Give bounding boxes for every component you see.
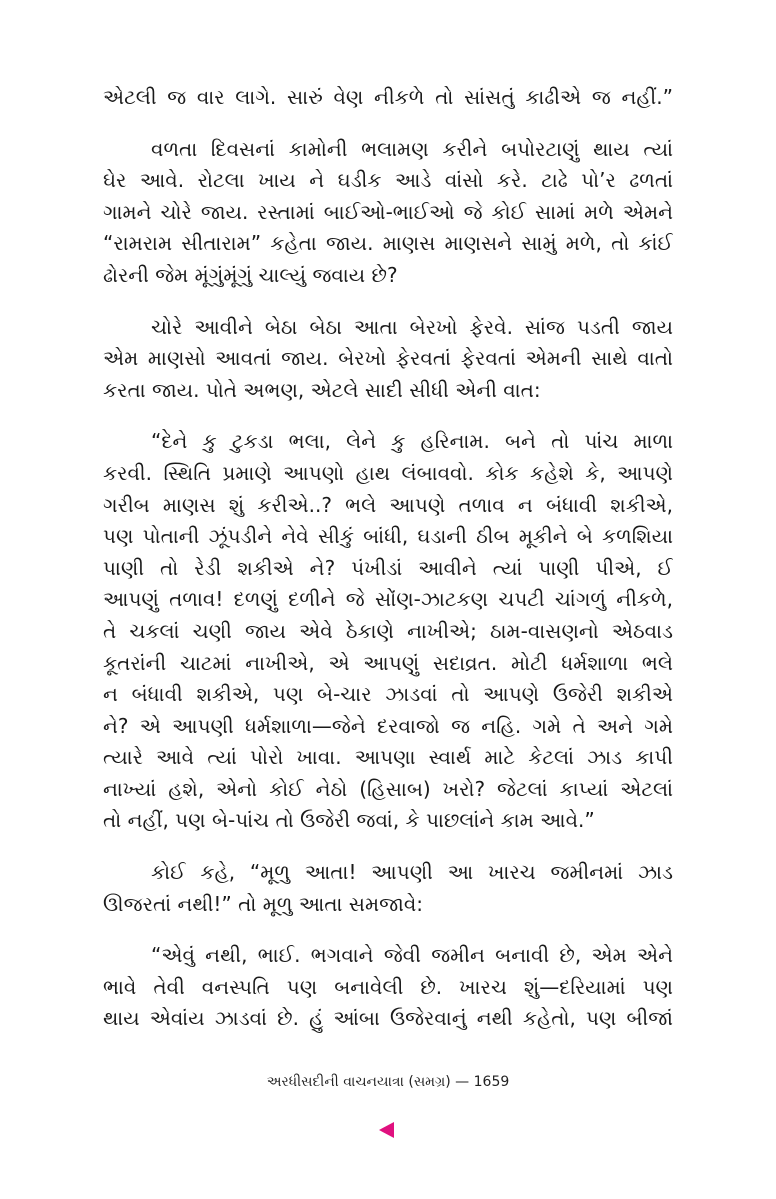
paragraph	[103, 134, 673, 292]
text-line: તો નહીં, પણ બે-પાંચ તો ઉજેરી જવાં, કે પાછલાંને કામ આવે.”	[103, 808, 595, 833]
paragraph	[103, 312, 673, 407]
text-line: એમ માણસો આવતાં જાય. બેરખો ફેરવતાં ફેરવતાં એમની સાથે વાતો	[103, 346, 673, 371]
text-line: ગરીબ માણસ શું કરીએ..? ભલે આપણે તળાવ ન બંધાવી શકીએ,	[103, 492, 673, 517]
text-line: ન બંધાવી શકીએ, પણ બે-ચાર ઝાડવાં તો આપણે ઉજેરી શકીએ	[103, 682, 673, 707]
paragraph	[103, 426, 673, 837]
text-line: ને? એ આપણી ધર્મશાળા—જેને દરવાજો જ નહિ. ગમે તે અને ગમે	[103, 713, 673, 738]
text-line: ત્યારે આવે ત્યાં પોરો ખાવા. આપણા સ્વાર્થ માટે કેટલાં ઝાડ કાપી	[103, 745, 673, 770]
text-line: કરવી. સ્થિતિ પ્રમાણે આપણો હાથ લંબાવવો. કોક કહેશે કે, આપણે	[103, 460, 673, 485]
text-line: પણ પોતાની ઝૂંપડીને નેવે સીકું બાંધી, ઘડાની ઠીબ મૂકીને બે કળશિયા	[103, 524, 673, 549]
text-line: નાખ્યાં હશે, એનો કોઈ નેઠો (હિસાબ) ખરો? જેટલાં કાપ્યાં એટલાં	[103, 776, 673, 801]
text-line: ગામને ચોરે જાય. રસ્તામાં બાઈઓ-ભાઈઓ જે કોઈ સામાં મળે એમને	[103, 199, 673, 224]
text-line: કોઈ કહે, “મૂળુ આતા! આપણી આ ખારચ જમીનમાં ઝાડ	[151, 860, 673, 885]
text-line: ચોરે આવીને બેઠા બેઠા આતા બેરખો ફેરવે. સાંજ પડતી જાય	[151, 314, 673, 339]
text-line: “એવું નથી, ભાઈ. ભગવાને જેવી જમીન બનાવી છે, એમ એને	[151, 943, 673, 968]
paragraph	[103, 857, 673, 920]
text-line: ઘેર આવે. રોટલા ખાય ને ઘડીક આડે વાંસો કરે. ટાઢે પો’ર ઢળતાં	[103, 168, 673, 193]
text-line: “દેને કુ ટુકડા ભલા, લેને કુ હરિનામ. બને તો પાંચ માળા	[151, 429, 673, 454]
text-line: ઢોરની જેમ મૂંગુંમૂંગું ચાલ્યું જવાય છે?	[103, 262, 398, 287]
text-line: કૂતરાંની ચાટમાં નાખીએ, એ આપણું સદાવ્રત. મોટી ધર્મશાળા ભલે	[103, 650, 673, 675]
text-line: એટલી જ વાર લાગે. સારું વેણ નીકળે તો સાંસતું કાઢીએ જ નહીં.”	[103, 85, 673, 109]
text-line: તે ચકલાં ચણી જાય એવે ઠેકાણે નાખીએ; ઠામ-વાસણનો એઠવાડ	[103, 618, 673, 643]
paragraph	[103, 940, 673, 1035]
text-line: વળતા દિવસનાં કામોની ભલામણ કરીને બપોરટાણું થાય ત્યાં	[151, 136, 673, 161]
text-line: થાય એવાંય ઝાડવાં છે. હું આંબા ઉજેરવાનું નથી કહેતો, પણ બીજાં	[103, 1006, 673, 1031]
text-line: પાણી તો રેડી શકીએ ને? પંખીડાં આવીને ત્યાં પાણી પીએ, ઈ	[103, 555, 673, 580]
text-line: ઊજરતાં નથી!” તો મૂળુ આતા સમજાવે:	[103, 891, 424, 916]
text-line: ભાવે તેવી વનસ્પતિ પણ બનાવેલી છે. ખારચ શું—દરિયામાં પણ	[103, 974, 673, 999]
paragraph	[103, 82, 673, 114]
text-line: કરતા જાય. પોતે અભણ, એટલે સાદી સીધી એની વાત:	[103, 377, 541, 402]
text-line: “રામરામ સીતારામ” કહેતા જાય. માણસ માણસને સામું મળે, તો કાંઈ	[103, 231, 673, 256]
page-body	[103, 82, 673, 1055]
page-footer: અરધીસદીની વાચનયાત્રા (સમગ્ર) — 1659	[266, 1074, 510, 1090]
text-line: આપણું તળાવ! દળણું દળીને જે સોંણ-ઝાટકણ ચપટી ચાંગળું નીકળે,	[103, 587, 673, 612]
previous-page-icon[interactable]	[379, 1122, 394, 1138]
